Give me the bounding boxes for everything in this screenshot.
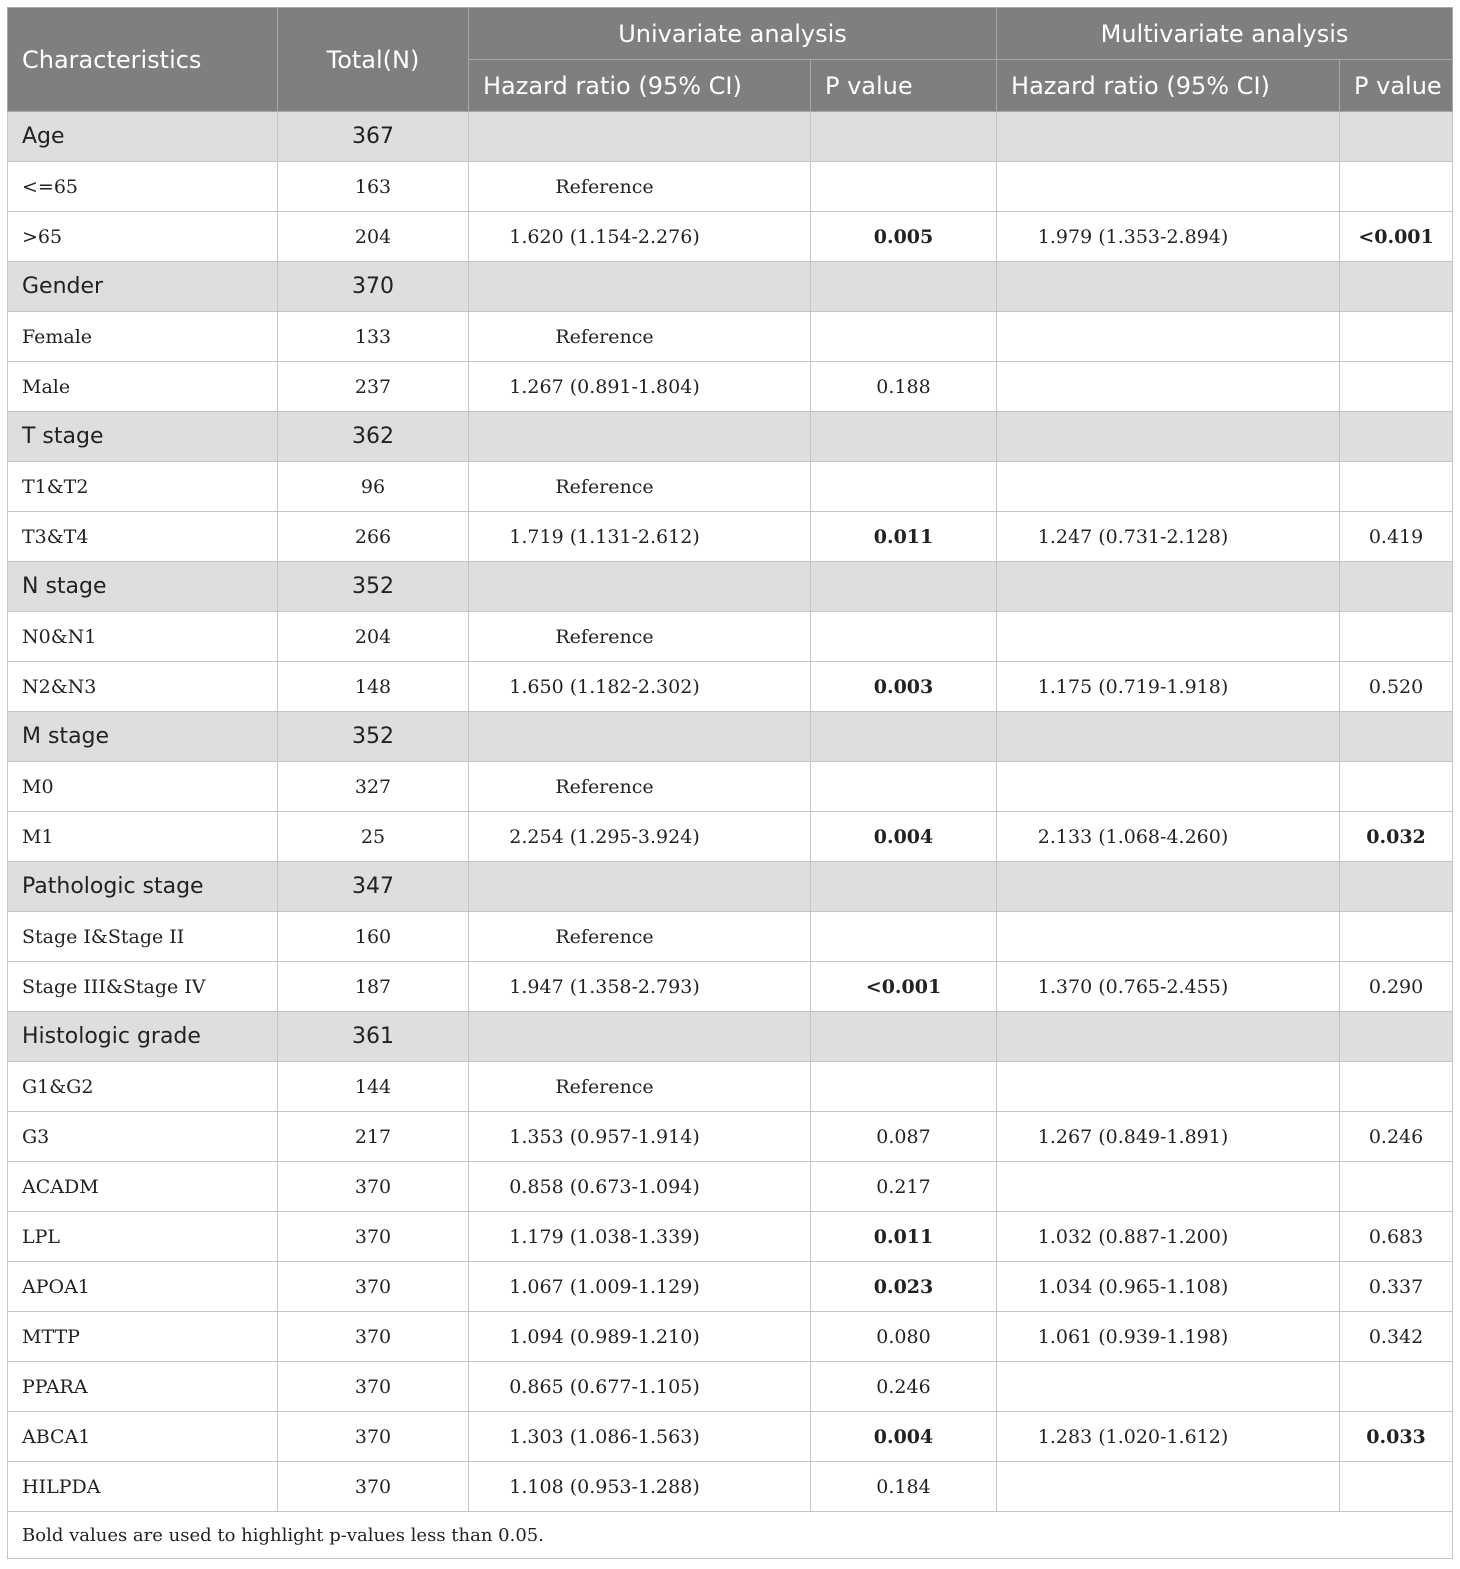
cell-multi-p-value <box>1340 712 1453 762</box>
cell-multi-p-value: 0.033 <box>1340 1412 1453 1462</box>
cell-total: 25 <box>278 812 469 862</box>
cell-uni-p-value: 0.184 <box>811 1462 997 1512</box>
cell-total: 148 <box>278 662 469 712</box>
cell-multi-hazard-ratio <box>997 862 1340 912</box>
table-row <box>8 612 1453 662</box>
cell-uni-hazard-ratio <box>469 112 811 162</box>
cell-multi-p-value: 0.419 <box>1340 512 1453 562</box>
cell-characteristic: Age <box>8 112 278 162</box>
cell-uni-hazard-ratio: 2.254 (1.295-3.924) <box>469 812 811 862</box>
group-row <box>8 112 1453 162</box>
cell-total: 144 <box>278 1062 469 1112</box>
cell-characteristic: M1 <box>8 812 278 862</box>
cell-total: 204 <box>278 612 469 662</box>
cell-multi-hazard-ratio <box>997 362 1340 412</box>
table-row <box>8 962 1453 1012</box>
cell-multi-hazard-ratio <box>997 1462 1340 1512</box>
header-total: Total(N) <box>278 8 469 112</box>
cell-multi-hazard-ratio <box>997 462 1340 512</box>
cell-multi-p-value: <0.001 <box>1340 212 1453 262</box>
cell-total: 96 <box>278 462 469 512</box>
cell-uni-p-value <box>811 612 997 662</box>
cell-uni-p-value <box>811 412 997 462</box>
cell-total: 370 <box>278 1362 469 1412</box>
cell-multi-hazard-ratio: 2.133 (1.068-4.260) <box>997 812 1340 862</box>
table-row <box>8 162 1453 212</box>
cell-uni-p-value <box>811 312 997 362</box>
header-uni-hazard-ratio: Hazard ratio (95% CI) <box>469 60 811 112</box>
cell-multi-hazard-ratio: 1.061 (0.939-1.198) <box>997 1312 1340 1362</box>
cell-uni-hazard-ratio: 1.650 (1.182-2.302) <box>469 662 811 712</box>
cell-total: 362 <box>278 412 469 462</box>
cell-total: 352 <box>278 562 469 612</box>
cell-multi-hazard-ratio <box>997 562 1340 612</box>
cell-uni-p-value <box>811 562 997 612</box>
cell-uni-hazard-ratio <box>469 262 811 312</box>
cell-total: 204 <box>278 212 469 262</box>
cell-multi-hazard-ratio <box>997 312 1340 362</box>
table-row <box>8 912 1453 962</box>
cell-multi-p-value <box>1340 612 1453 662</box>
cell-multi-p-value <box>1340 1162 1453 1212</box>
cell-multi-p-value <box>1340 1362 1453 1412</box>
cell-multi-hazard-ratio: 1.979 (1.353-2.894) <box>997 212 1340 262</box>
cell-multi-p-value <box>1340 462 1453 512</box>
cell-multi-hazard-ratio: 1.247 (0.731-2.128) <box>997 512 1340 562</box>
cell-total: 327 <box>278 762 469 812</box>
cell-uni-hazard-ratio: Reference <box>469 1062 811 1112</box>
cell-multi-p-value: 0.337 <box>1340 1262 1453 1312</box>
cell-multi-p-value: 0.290 <box>1340 962 1453 1012</box>
cell-characteristic: Pathologic stage <box>8 862 278 912</box>
cell-characteristic: MTTP <box>8 1312 278 1362</box>
cell-multi-hazard-ratio: 1.283 (1.020-1.612) <box>997 1412 1340 1462</box>
cell-uni-p-value <box>811 112 997 162</box>
cell-uni-hazard-ratio: Reference <box>469 162 811 212</box>
cell-characteristic: <=65 <box>8 162 278 212</box>
cell-uni-p-value: 0.004 <box>811 1412 997 1462</box>
table-row <box>8 362 1453 412</box>
cell-uni-hazard-ratio <box>469 1012 811 1062</box>
table-row <box>8 1212 1453 1262</box>
cell-multi-p-value: 0.520 <box>1340 662 1453 712</box>
header-uni-p-value: P value <box>811 60 997 112</box>
cell-multi-hazard-ratio <box>997 1012 1340 1062</box>
cell-characteristic: G3 <box>8 1112 278 1162</box>
cell-total: 370 <box>278 1162 469 1212</box>
cell-total: 370 <box>278 262 469 312</box>
cell-uni-p-value: 0.004 <box>811 812 997 862</box>
table-row <box>8 762 1453 812</box>
cell-uni-p-value <box>811 462 997 512</box>
cell-characteristic: Histologic grade <box>8 1012 278 1062</box>
cell-multi-p-value <box>1340 1462 1453 1512</box>
cell-characteristic: Stage I&Stage II <box>8 912 278 962</box>
cell-total: 163 <box>278 162 469 212</box>
cell-multi-hazard-ratio: 1.267 (0.849-1.891) <box>997 1112 1340 1162</box>
cell-uni-hazard-ratio: Reference <box>469 462 811 512</box>
cell-multi-p-value: 0.246 <box>1340 1112 1453 1162</box>
cell-multi-hazard-ratio <box>997 912 1340 962</box>
cell-multi-p-value <box>1340 362 1453 412</box>
table-row <box>8 1412 1453 1462</box>
cell-characteristic: ACADM <box>8 1162 278 1212</box>
cell-uni-hazard-ratio: 1.947 (1.358-2.793) <box>469 962 811 1012</box>
cell-total: 367 <box>278 112 469 162</box>
table-row <box>8 1312 1453 1362</box>
cell-characteristic: >65 <box>8 212 278 262</box>
cell-multi-p-value <box>1340 312 1453 362</box>
cell-total: 370 <box>278 1262 469 1312</box>
cell-uni-hazard-ratio: 1.267 (0.891-1.804) <box>469 362 811 412</box>
cell-characteristic: T stage <box>8 412 278 462</box>
cell-multi-hazard-ratio: 1.034 (0.965-1.108) <box>997 1262 1340 1312</box>
cell-multi-hazard-ratio <box>997 712 1340 762</box>
cell-uni-hazard-ratio <box>469 562 811 612</box>
cell-total: 187 <box>278 962 469 1012</box>
cell-characteristic: Male <box>8 362 278 412</box>
cell-characteristic: G1&G2 <box>8 1062 278 1112</box>
cell-total: 370 <box>278 1412 469 1462</box>
cell-multi-hazard-ratio: 1.175 (0.719-1.918) <box>997 662 1340 712</box>
cell-characteristic: HILPDA <box>8 1462 278 1512</box>
table-row <box>8 812 1453 862</box>
cell-uni-hazard-ratio: 1.303 (1.086-1.563) <box>469 1412 811 1462</box>
cell-characteristic: Gender <box>8 262 278 312</box>
cell-uni-p-value: 0.246 <box>811 1362 997 1412</box>
cell-uni-hazard-ratio <box>469 862 811 912</box>
cell-multi-hazard-ratio <box>997 612 1340 662</box>
cell-total: 370 <box>278 1312 469 1362</box>
header-characteristics: Characteristics <box>8 8 278 112</box>
cell-uni-p-value <box>811 712 997 762</box>
cell-multi-p-value <box>1340 562 1453 612</box>
header-multi-p-value: P value <box>1340 60 1453 112</box>
header-multivariate: Multivariate analysis <box>997 8 1453 60</box>
table-container <box>7 7 1452 1559</box>
cell-uni-hazard-ratio: 1.620 (1.154-2.276) <box>469 212 811 262</box>
cell-uni-hazard-ratio: 0.858 (0.673-1.094) <box>469 1162 811 1212</box>
group-row <box>8 862 1453 912</box>
cell-uni-p-value <box>811 162 997 212</box>
cell-multi-hazard-ratio <box>997 112 1340 162</box>
cell-characteristic: N stage <box>8 562 278 612</box>
cell-characteristic: N2&N3 <box>8 662 278 712</box>
table-row <box>8 1362 1453 1412</box>
cell-multi-p-value: 0.032 <box>1340 812 1453 862</box>
cell-uni-p-value: 0.011 <box>811 1212 997 1262</box>
group-row <box>8 562 1453 612</box>
cell-characteristic: LPL <box>8 1212 278 1262</box>
table-footnote: Bold values are used to highlight p-values less than 0.05. <box>8 1512 1453 1559</box>
cell-uni-hazard-ratio: Reference <box>469 762 811 812</box>
cell-multi-p-value <box>1340 1012 1453 1062</box>
cell-multi-p-value <box>1340 862 1453 912</box>
cell-uni-hazard-ratio: 1.719 (1.131-2.612) <box>469 512 811 562</box>
cell-multi-p-value: 0.683 <box>1340 1212 1453 1262</box>
cell-uni-p-value <box>811 762 997 812</box>
cell-multi-p-value <box>1340 912 1453 962</box>
cell-characteristic: N0&N1 <box>8 612 278 662</box>
cell-total: 160 <box>278 912 469 962</box>
cell-total: 266 <box>278 512 469 562</box>
cell-total: 133 <box>278 312 469 362</box>
cell-characteristic: Stage III&Stage IV <box>8 962 278 1012</box>
cell-total: 347 <box>278 862 469 912</box>
cell-characteristic: PPARA <box>8 1362 278 1412</box>
cell-characteristic: T1&T2 <box>8 462 278 512</box>
group-row <box>8 262 1453 312</box>
table-body <box>8 112 1453 1512</box>
cell-multi-p-value <box>1340 262 1453 312</box>
cell-uni-p-value: 0.011 <box>811 512 997 562</box>
cell-characteristic: M stage <box>8 712 278 762</box>
cell-multi-hazard-ratio: 1.370 (0.765-2.455) <box>997 962 1340 1012</box>
cell-characteristic: M0 <box>8 762 278 812</box>
cell-uni-p-value: 0.005 <box>811 212 997 262</box>
cell-uni-p-value: 0.217 <box>811 1162 997 1212</box>
cell-uni-hazard-ratio: Reference <box>469 312 811 362</box>
cell-characteristic: ABCA1 <box>8 1412 278 1462</box>
cell-multi-p-value: 0.342 <box>1340 1312 1453 1362</box>
cell-total: 370 <box>278 1212 469 1262</box>
table-row <box>8 1162 1453 1212</box>
table-header <box>8 8 1453 112</box>
cell-uni-p-value <box>811 1012 997 1062</box>
cell-multi-p-value <box>1340 112 1453 162</box>
cell-multi-hazard-ratio <box>997 1162 1340 1212</box>
cell-uni-hazard-ratio: 1.179 (1.038-1.339) <box>469 1212 811 1262</box>
cell-characteristic: Female <box>8 312 278 362</box>
cell-uni-p-value: 0.087 <box>811 1112 997 1162</box>
table-row <box>8 1062 1453 1112</box>
cell-uni-p-value: 0.003 <box>811 662 997 712</box>
cell-multi-p-value <box>1340 1062 1453 1112</box>
table-row <box>8 462 1453 512</box>
cell-total: 217 <box>278 1112 469 1162</box>
cell-uni-hazard-ratio: 1.067 (1.009-1.129) <box>469 1262 811 1312</box>
cell-multi-hazard-ratio <box>997 1062 1340 1112</box>
cell-multi-p-value <box>1340 412 1453 462</box>
cell-uni-p-value: 0.080 <box>811 1312 997 1362</box>
table-row <box>8 312 1453 362</box>
cell-multi-hazard-ratio <box>997 1362 1340 1412</box>
table-row <box>8 212 1453 262</box>
cell-uni-p-value: 0.188 <box>811 362 997 412</box>
cell-multi-hazard-ratio <box>997 162 1340 212</box>
cell-multi-p-value <box>1340 762 1453 812</box>
group-row <box>8 712 1453 762</box>
cell-total: 370 <box>278 1462 469 1512</box>
cell-uni-hazard-ratio <box>469 412 811 462</box>
cell-uni-hazard-ratio: 0.865 (0.677-1.105) <box>469 1362 811 1412</box>
cell-uni-p-value <box>811 262 997 312</box>
cell-multi-p-value <box>1340 162 1453 212</box>
cell-total: 352 <box>278 712 469 762</box>
cell-uni-hazard-ratio: Reference <box>469 612 811 662</box>
cell-uni-hazard-ratio: Reference <box>469 912 811 962</box>
cell-uni-p-value: <0.001 <box>811 962 997 1012</box>
header-multi-hazard-ratio: Hazard ratio (95% CI) <box>997 60 1340 112</box>
cell-multi-hazard-ratio <box>997 762 1340 812</box>
cell-uni-p-value <box>811 912 997 962</box>
cell-total: 237 <box>278 362 469 412</box>
cell-characteristic: T3&T4 <box>8 512 278 562</box>
cox-regression-table <box>7 7 1453 1559</box>
header-univariate: Univariate analysis <box>469 8 997 60</box>
cell-uni-hazard-ratio: 1.108 (0.953-1.288) <box>469 1462 811 1512</box>
table-row <box>8 1112 1453 1162</box>
cell-uni-p-value <box>811 862 997 912</box>
cell-uni-hazard-ratio: 1.353 (0.957-1.914) <box>469 1112 811 1162</box>
table-row <box>8 662 1453 712</box>
cell-multi-hazard-ratio: 1.032 (0.887-1.200) <box>997 1212 1340 1262</box>
cell-total: 361 <box>278 1012 469 1062</box>
table-row <box>8 1462 1453 1512</box>
cell-uni-p-value: 0.023 <box>811 1262 997 1312</box>
cell-uni-hazard-ratio <box>469 712 811 762</box>
cell-characteristic: APOA1 <box>8 1262 278 1312</box>
cell-uni-p-value <box>811 1062 997 1112</box>
cell-multi-hazard-ratio <box>997 412 1340 462</box>
group-row <box>8 1012 1453 1062</box>
table-row <box>8 1262 1453 1312</box>
cell-uni-hazard-ratio: 1.094 (0.989-1.210) <box>469 1312 811 1362</box>
group-row <box>8 412 1453 462</box>
cell-multi-hazard-ratio <box>997 262 1340 312</box>
table-row <box>8 512 1453 562</box>
